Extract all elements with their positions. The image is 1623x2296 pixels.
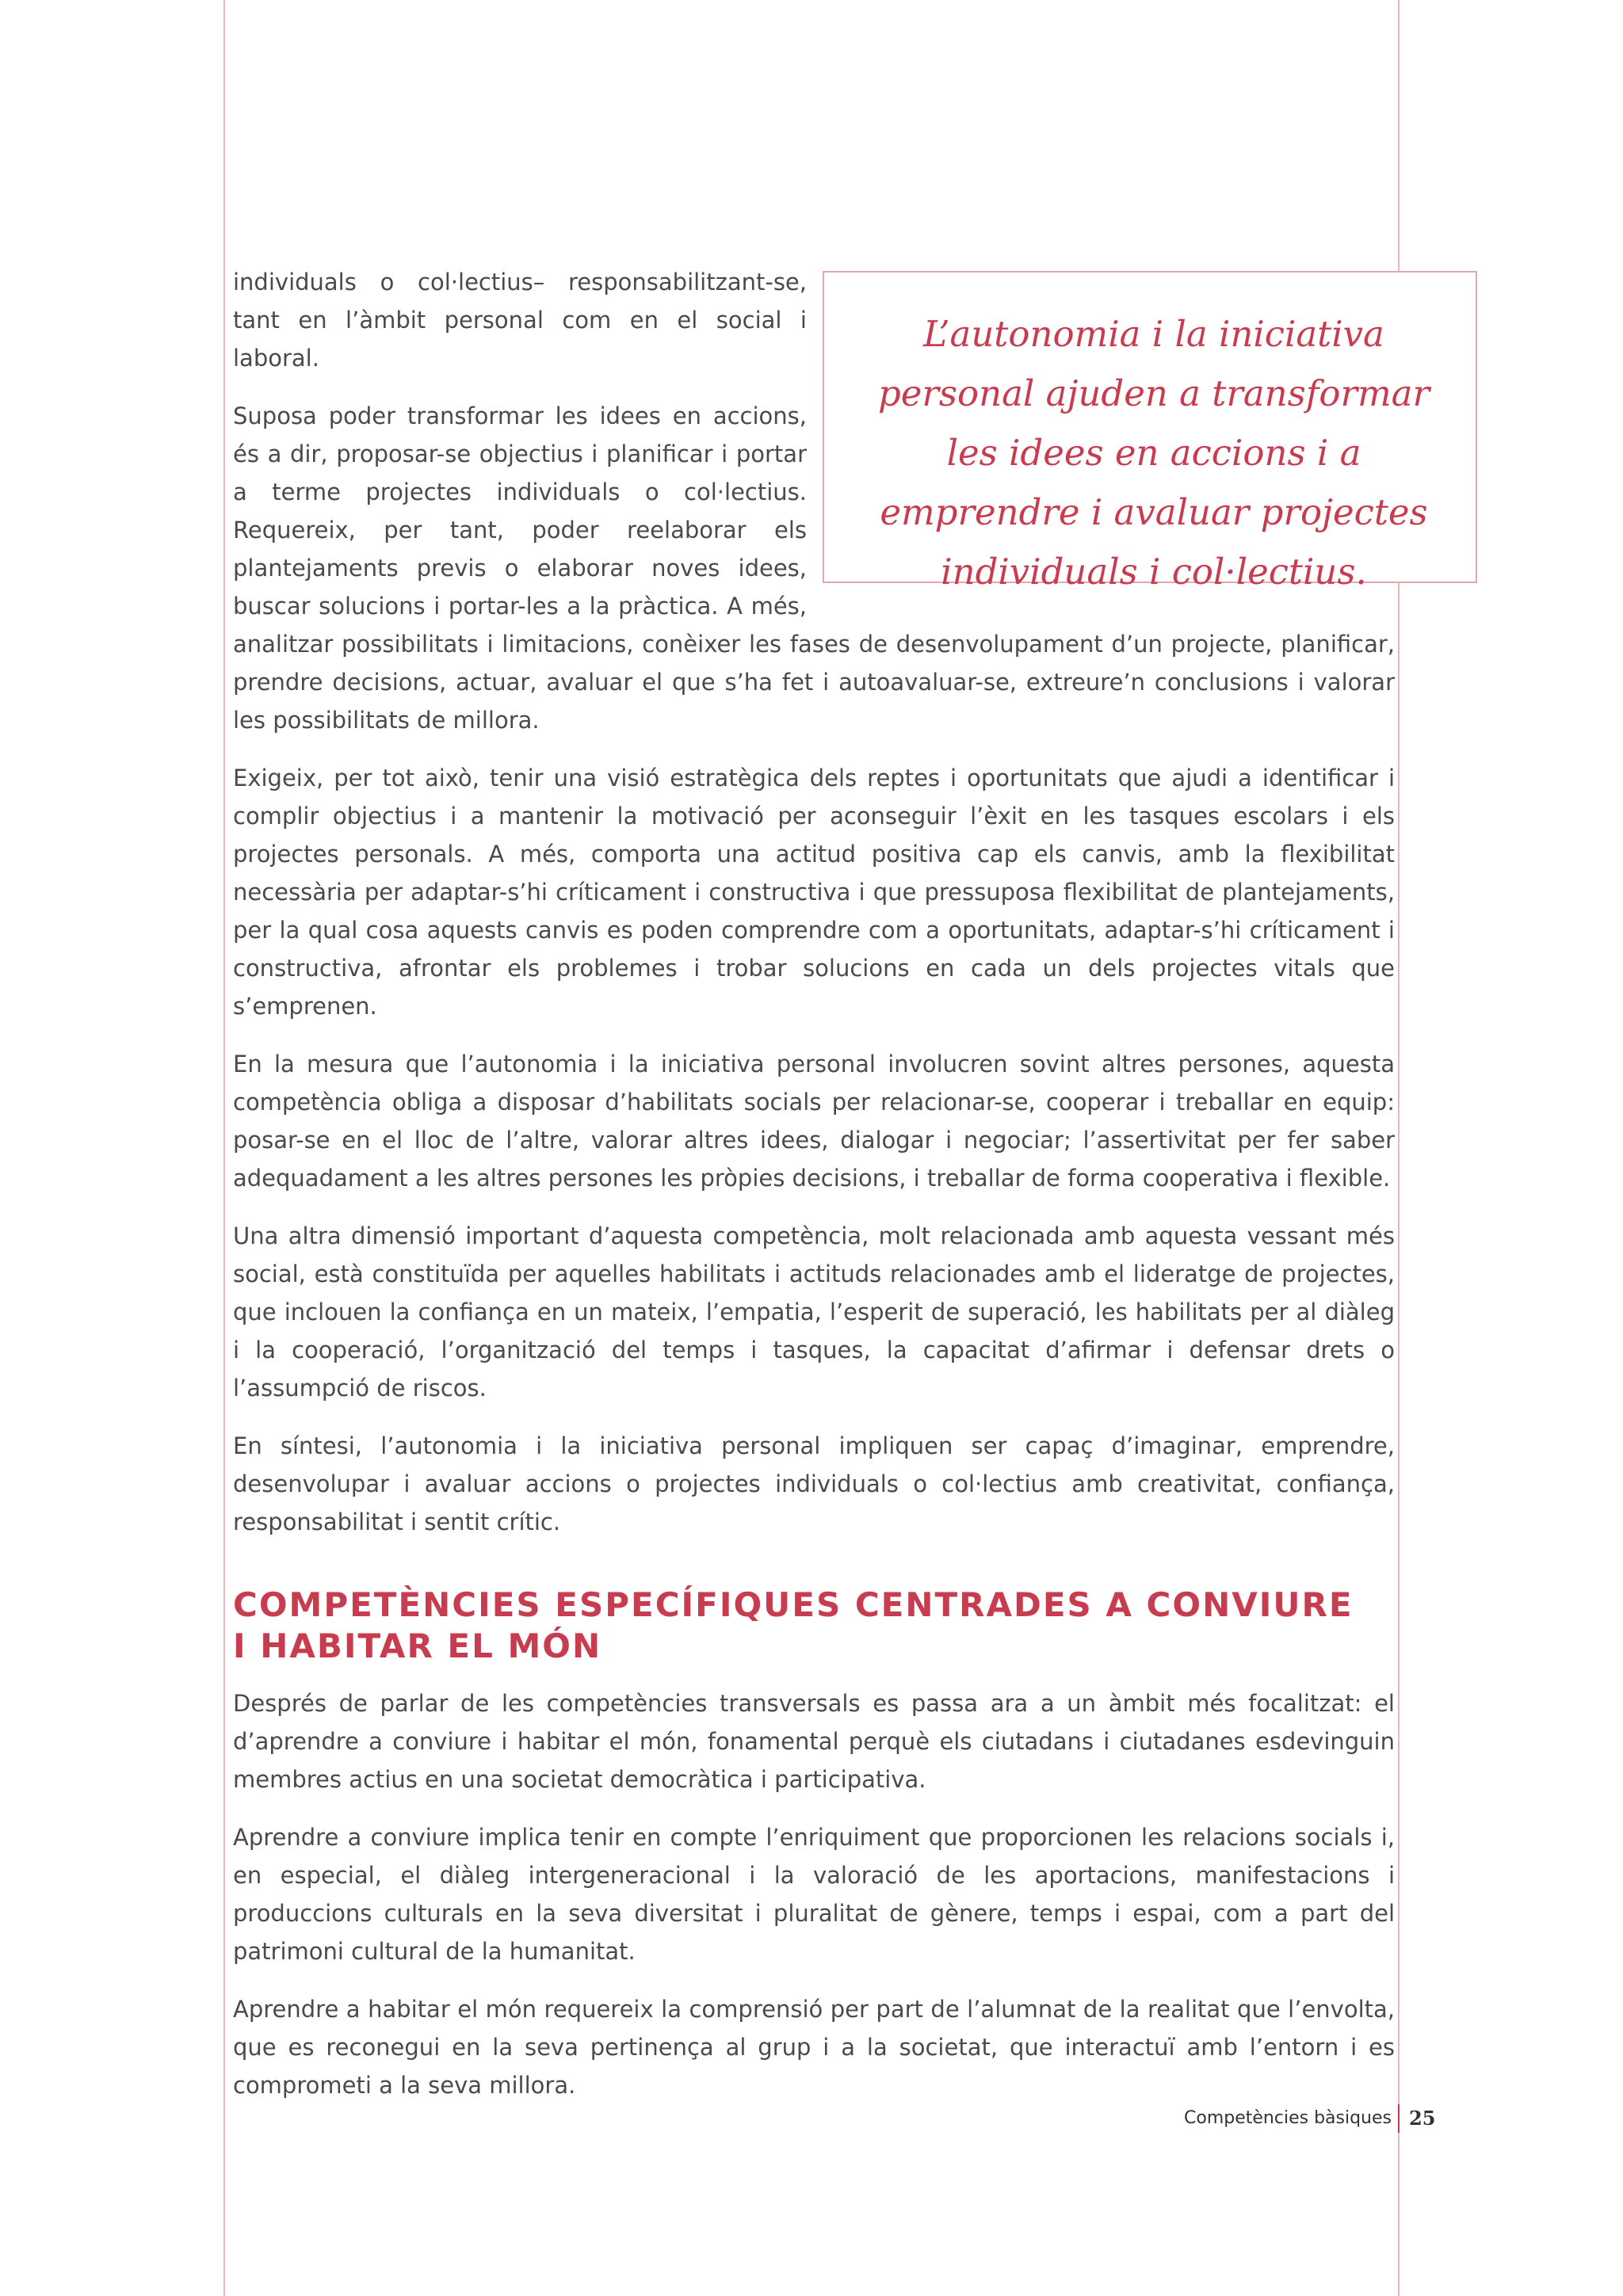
paragraph: Exigeix, per tot això, tenir una visió estratègica dels reptes i oportunitats que ajudi a identificar i complir objectius i a mantenir la motivació per aconseguir l’èxit en les tasques escolars i els projectes personals. A més, comporta una actitud positiva cap els canvis, amb la flexibilitat necessària per adaptar-s’hi críticament i constructiva i que pressuposa flexibilitat de plantejaments, per la qual cosa aquests canvis es poden comprendre com a oportunitats, adaptar-s’hi críticament i constructiva, afrontar els problemes i trobar solucions en cada un dels projectes vitals que s’emprenen. — [233, 765, 1395, 1020]
pullquote-box — [823, 271, 1477, 593]
paragraph: En síntesi, l’autonomia i la iniciativa personal impliquen ser capaç d’imaginar, emprendre, desenvolupar i avaluar accions o projectes individuals o col·lectius amb creativitat, confiança, responsabilitat i sentit crític. — [233, 1432, 1395, 1535]
paragraph: En la mesura que l’autonomia i la iniciativa personal involucren sovint altres persones, aquesta competència obliga a disposar d’habilitats socials per relacionar-se, cooperar i treballar en equip: posar-se en el lloc de l’altre, valorar altres idees, dialogar i negociar; l’assertivitat per fer saber adequadament a les altres persones les pròpies decisions, i treballar de forma cooperativa i flexible. — [233, 1051, 1395, 1192]
page-footer — [0, 2103, 1623, 2134]
footer-separator — [1398, 2104, 1400, 2133]
footer-label: Competències bàsiques — [1184, 2108, 1392, 2128]
paragraph: Aprendre a conviure implica tenir en compte l’enriquiment que proporcionen les relacions socials i, en especial, el diàleg intergeneracional i la valoració de les aportacions, manifestacions i produccions culturals en la seva diversitat i pluralitat de gènere, temps i espai, com a part del patrimoni cultural de la humanitat. — [233, 1824, 1395, 1965]
pullquote-text: L’autonomia i la iniciativa personal ajuden a transformar les idees en accions i a emprendre i avaluar projectes individuals i col·lectius. — [877, 313, 1430, 593]
section-heading — [233, 1585, 1395, 1667]
left-margin-rule — [223, 0, 225, 2296]
page-number: 25 — [1409, 2107, 1436, 2130]
paragraph: Una altra dimensió important d’aquesta competència, molt relacionada amb aquesta vessant més social, està constituïda per aquelles habilitats i actituds relacionades amb el lideratge de projectes, que inclouen la confiança en un mateix, l’empatia, l’esperit de superació, les habilitats per al diàleg i la cooperació, l’organització del temps i tasques, la capacitat d’afirmar i defensar drets o l’assumpció de riscos. — [233, 1222, 1395, 1402]
paragraph: individuals o col·lectius– responsabilitzant-se, tant en l’àmbit personal com en el social i laboral. — [233, 269, 807, 372]
paragraph: Després de parlar de les competències transversals es passa ara a un àmbit més focalitzat: el d’aprendre a conviure i habitar el món, fonamental perquè els ciutadans i ciutadanes esdevinguin membres actius en una societat democràtica i participativa. — [233, 1690, 1395, 1793]
paragraph: Suposa poder transformar les idees en accions, és a dir, proposar-se objectius i planificar i portar a terme projectes individuals o col·lectius. Requereix, per tant, poder reelaborar els plantejaments previs o elaborar noves idees, buscar solucions i portar-les a la pràctica. A més, analitzar possibilitats i limitacions, conèixer les fases de desenvolupament d’un projecte, planificar, prendre decisions, actuar, avaluar el que s’ha fet i autoavaluar-se, extreure’n conclusions i valorar les possibilitats de millora. — [233, 402, 1395, 734]
paragraph: Aprendre a habitar el món requereix la comprensió per part de l’alumnat de la realitat que l’envolta, que es reconegui en la seva pertinença al grup i a la societat, que interactuï amb l’entorn i es comprometi a la seva millora. — [233, 1996, 1395, 2099]
section-heading-line-2: I HABITAR EL MÓN — [233, 1627, 602, 1665]
section-heading-line-1: COMPETÈNCIES ESPECÍFIQUES CENTRADES A CONVIURE — [233, 1585, 1354, 1624]
